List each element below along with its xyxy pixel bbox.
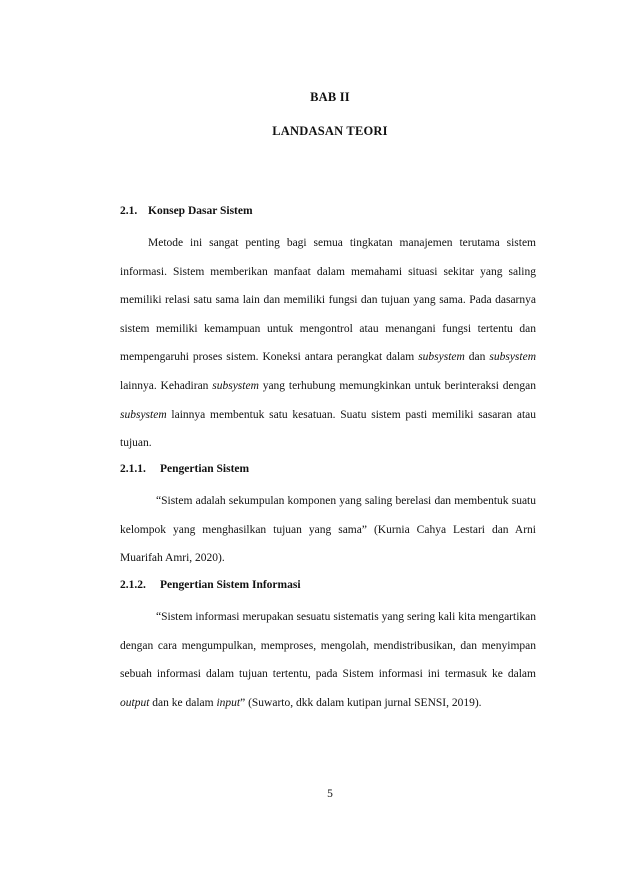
italic-term: subsystem <box>418 351 465 364</box>
paragraph-text: dan ke dalam <box>149 696 217 709</box>
section-number: 2.1. <box>120 205 138 217</box>
italic-term: subsystem <box>120 408 167 421</box>
section-title: Konsep Dasar Sistem <box>148 205 253 217</box>
italic-term: subsystem <box>489 351 537 364</box>
italic-term: subsystem <box>212 379 259 392</box>
paragraph-text: dan <box>464 351 490 364</box>
section-heading-2-1 <box>120 205 253 217</box>
section-number: 2.1.2. <box>120 579 146 591</box>
paragraph-konsep-dasar-sistem <box>120 229 536 458</box>
section-heading-2-1-1 <box>120 463 249 475</box>
section-number: 2.1.1. <box>120 463 146 475</box>
paragraph-text: “Sistem adalah sekumpulan komponen yang saling berelasi dan membentuk suatu kelompok yang menghasilkan tujuan yang sama” (Kurnia Cahya Lestari dan Arni Muarifah Amri, 2020). <box>120 495 536 565</box>
italic-term: output <box>120 696 150 709</box>
paragraph-text: “Sistem informasi merupakan sesuatu sistematis yang sering kali kita mengartikan dengan cara mengumpulkan, memproses, mengolah, mendistribusikan, dan menyimpan sebuah informasi dalam tujuan tertentu, pada Sistem informasi ini termasuk ke dalam <box>120 611 536 681</box>
section-title: Pengertian Sistem Informasi <box>160 579 301 591</box>
paragraph-text: yang terhubung memungkinkan untuk berinteraksi dengan <box>258 379 536 392</box>
italic-term: input <box>216 696 241 709</box>
chapter-number: BAB II <box>310 90 350 104</box>
section-heading-2-1-2 <box>120 579 301 591</box>
paragraph-pengertian-sistem <box>120 487 536 573</box>
paragraph-pengertian-sistem-informasi <box>120 603 536 717</box>
paragraph-text: Metode ini sangat penting bagi semua tingkatan manajemen terutama sistem informasi. Sistem memberikan manfaat dalam memahami situasi sekitar yang saling memiliki relasi satu sama lain dan memiliki fungsi dan tujuan yang sama. Pada dasarnya sistem memiliki kemampuan untuk mengontrol atau menangani fungsi tertentu dan mempengaruhi proses sistem. Koneksi antara perangkat dalam <box>120 237 536 364</box>
section-title: Pengertian Sistem <box>160 463 250 475</box>
page-number: 5 <box>327 788 333 800</box>
paragraph-text: lainnya. Kehadiran <box>120 379 213 392</box>
chapter-title: LANDASAN TEORI <box>272 124 388 138</box>
paragraph-text: lainnya membentuk satu kesatuan. Suatu sistem pasti memiliki sasaran atau tujuan. <box>120 408 536 450</box>
paragraph-text: ” (Suwarto, dkk dalam kutipan jurnal SENSI, 2019). <box>240 696 482 709</box>
